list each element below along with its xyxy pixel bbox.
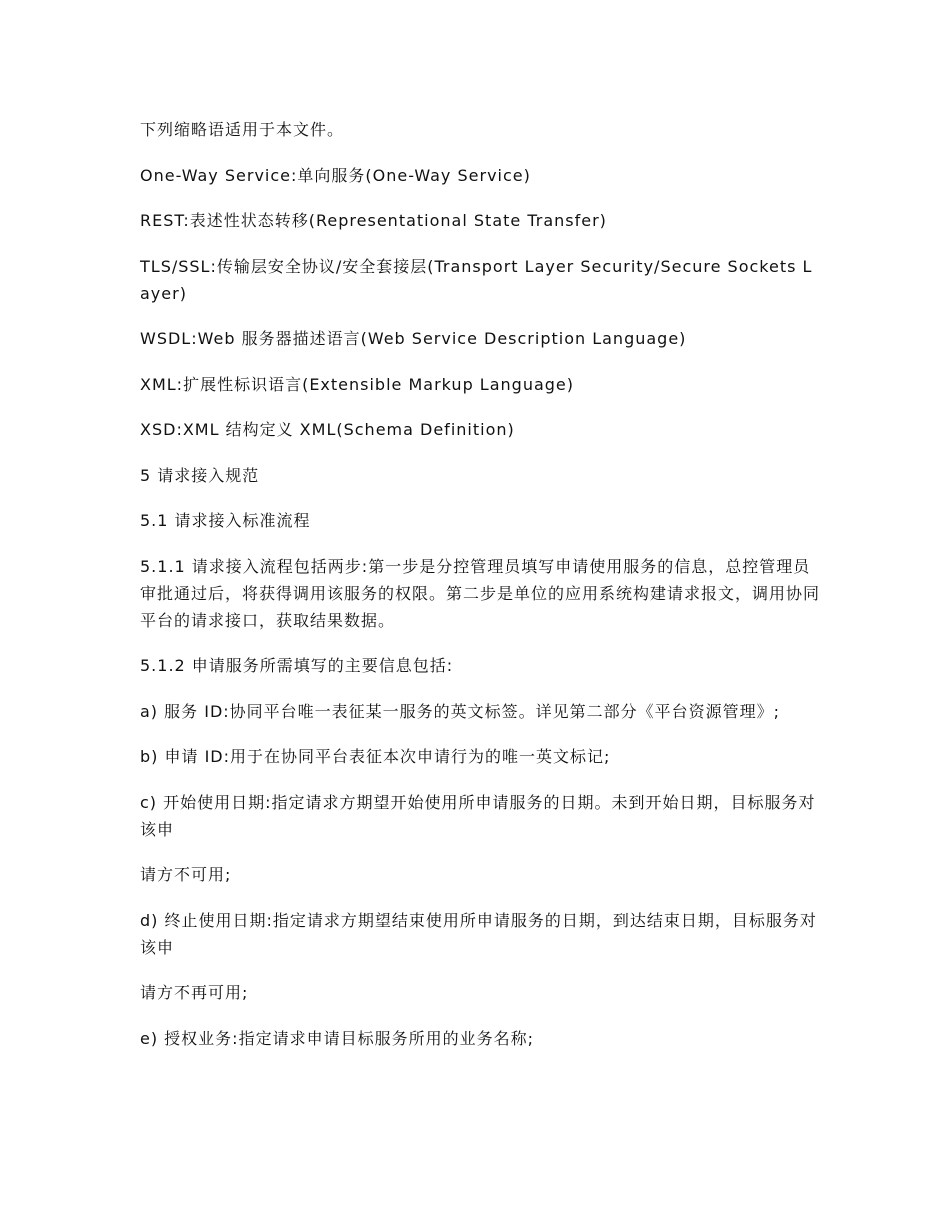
section-heading-5: 5 请求接入规范	[140, 465, 260, 485]
abbreviation-xsd: XSD:XML 结构定义 XML(Schema Definition)	[140, 420, 515, 439]
list-item-e: e) 授权业务:指定请求申请目标服务所用的业务名称;	[140, 1028, 534, 1048]
paragraph-5-1-1: 5.1.1 请求接入流程包括两步:第一步是分控管理员填写申请使用服务的信息，总控管理员审批通过后，将获得调用该服务的权限。第二步是单位的应用系统构建请求报文，调用协同平台的请求接口，获取结果数据。	[140, 556, 821, 630]
list-item-c-continuation: 请方不可用;	[140, 865, 232, 884]
list-item-c: c) 开始使用日期:指定请求方期望开始使用所申请服务的日期。未到开始日期，目标服务对该申	[140, 792, 816, 839]
abbreviation-rest: REST:表述性状态转移(Representational State Transfer)	[140, 211, 607, 230]
abbreviation-tls-ssl: TLS/SSL:传输层安全协议/安全套接层(Transport Layer Security/Secure Sockets Layer)	[140, 256, 813, 303]
section-heading-5-1: 5.1 请求接入标准流程	[140, 511, 311, 530]
intro-paragraph: 下列缩略语适用于本文件。	[140, 120, 345, 139]
document-body	[140, 116, 820, 1070]
list-item-a: a) 服务 ID:协同平台唯一表征某一服务的英文标签。详见第二部分《平台资源管理》;	[140, 701, 781, 721]
paragraph-5-1-2: 5.1.2 申请服务所需填写的主要信息包括:	[140, 656, 454, 675]
abbreviation-xml: XML:扩展性标识语言(Extensible Markup Language)	[140, 374, 575, 394]
abbreviation-wsdl: WSDL:Web 服务器描述语言(Web Service Description Language)	[140, 329, 687, 348]
list-item-b: b) 申请 ID:用于在协同平台表征本次申请行为的唯一英文标记;	[140, 747, 611, 766]
abbreviation-one-way-service: One-Way Service:单向服务(One-Way Service)	[140, 165, 531, 185]
list-item-d: d) 终止使用日期:指定请求方期望结束使用所申请服务的日期，到达结束日期，目标服务对该申	[140, 910, 817, 957]
list-item-d-continuation: 请方不再可用;	[140, 983, 249, 1002]
